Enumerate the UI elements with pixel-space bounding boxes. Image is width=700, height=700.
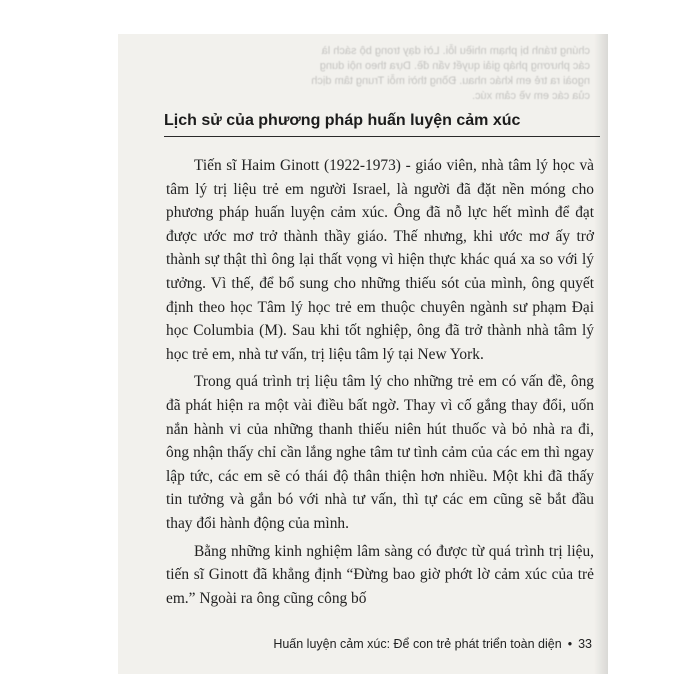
section-title: Lịch sử của phương pháp huấn luyện cảm xúc <box>164 112 600 137</box>
page-number: 33 <box>578 637 592 651</box>
body-text <box>166 154 594 614</box>
bleed-through-text: chúng tránh bị phạm nhiều lỗi. Lời dạy trong bộ sách là các phương pháp giải quyết vấn đề. Dựa theo nội dung ngoài ra trẻ em khác nhau. Đồng thời mỗi Trung tâm dịch của các em về cảm xúc. <box>311 45 590 102</box>
footer-separator: • <box>567 637 573 651</box>
footer-book-title: Huấn luyện cảm xúc: Để con trẻ phát triển toàn diện <box>273 637 562 651</box>
paragraph: Trong quá trình trị liệu tâm lý cho những trẻ em có vấn đề, ông đã phát hiện ra một vài điều bất ngờ. Thay vì cố gắng thay đổi, uốn nắn hành vi của những thanh thiếu niên hút thuốc và bỏ nhà ra đi, ông nhận thấy chỉ cần lắng nghe tâm tư tình cảm của các em thì ngay lập tức, các em sẽ có thái độ thân thiện hơn nhiều. Một khi đã thấy tin tưởng và gắn bó với nhà tư vấn, thì tự các em cũng sẽ bắt đầu thay đổi hành động của mình. <box>166 373 594 532</box>
paragraph: Tiến sĩ Haim Ginott (1922-1973) - giáo viên, nhà tâm lý học và tâm lý trị liệu trẻ em người Israel, là người đã đặt nền móng cho phương pháp huấn luyện cảm xúc. Ông đã nỗ lực hết mình để đạt được ước mơ trở thành thầy giáo. Thế nhưng, khi ước mơ ấy trở thành sự thật thì ông lại thất vọng vì hiện thực khác quá xa so với lý tưởng. Vì thế, để bổ sung cho những thiếu sót của mình, ông quyết định theo học Tâm lý học trẻ em thuộc chuyên ngành sư phạm Đại học Columbia (M). Sau khi tốt nghiệp, ông đã trở thành nhà tâm lý học trẻ em, nhà tư vấn, trị liệu tâm lý tại New York. <box>166 157 594 363</box>
paragraph: Bằng những kinh nghiệm lâm sàng có được từ quá trình trị liệu, tiến sĩ Ginott đã khẳng định “Đừng bao giờ phớt lờ cảm xúc của trẻ em.” Ngoài ra ông cũng công bố <box>166 542 594 607</box>
page-footer <box>200 637 592 651</box>
book-page <box>118 34 608 674</box>
